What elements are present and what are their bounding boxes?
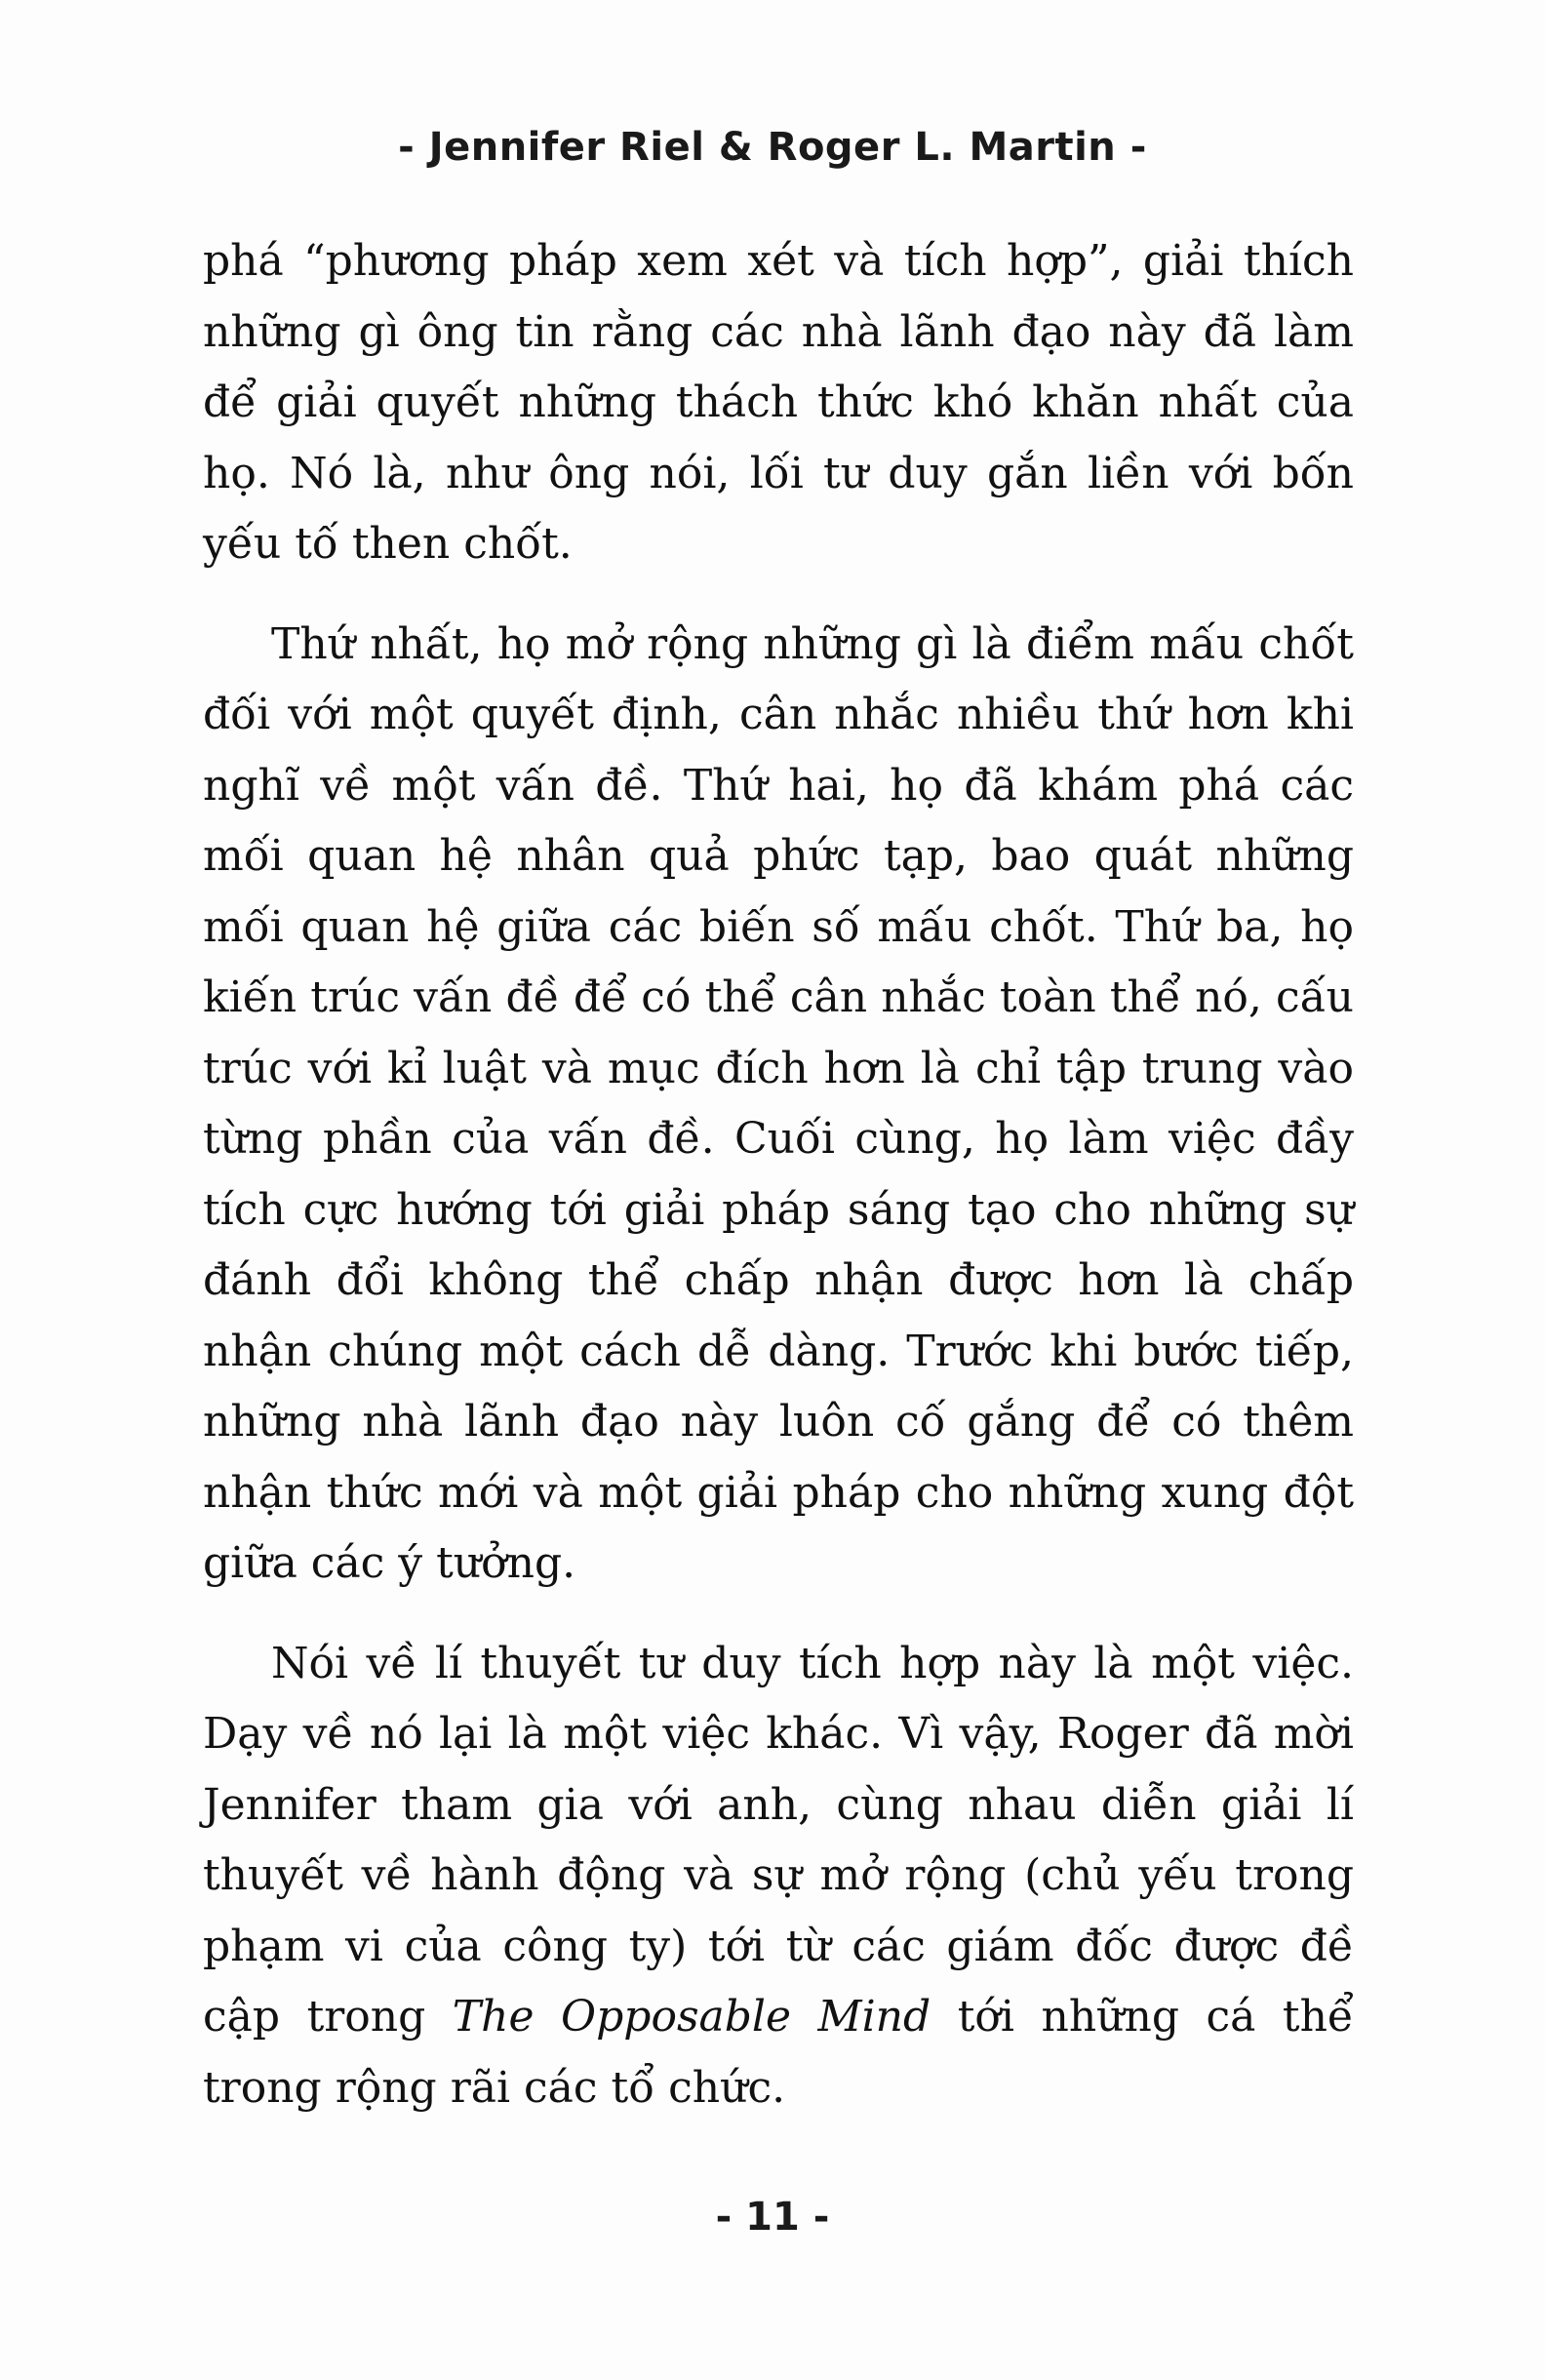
- paragraph-3-text-end: tới những cá thể trong rộng rãi các tổ chức.: [203, 1992, 1354, 2113]
- paragraph-3: [203, 1629, 1354, 2124]
- paragraph-3-text-start: Nói về lí thuyết tư duy tích hợp này là một việc. Dạy về nó lại là một việc khác. Vì vậy, Roger đã mời Jennifer tham gia với anh, cùng nhau diễn giải lí thuyết về hành động và sự mở rộng (chủ yếu trong phạm vi của công ty) tới từ các giám đốc được đề cập trong: [203, 1638, 1354, 2042]
- body-text: [203, 226, 1354, 2123]
- paragraph-2: Thứ nhất, họ mở rộng những gì là điểm mấu chốt đối với một quyết định, cân nhắc nhiều thứ hơn khi nghĩ về một vấn đề. Thứ hai, họ đã khám phá các mối quan hệ nhân quả phức tạp, bao quát những mối quan hệ giữa các biến số mấu chốt. Thứ ba, họ kiến trúc vấn đề để có thể cân nhắc toàn thể nó, cấu trúc với kỉ luật và mục đích hơn là chỉ tập trung vào từng phần của vấn đề. Cuối cùng, họ làm việc đầy tích cực hướng tới giải pháp sáng tạo cho những sự đánh đổi không thể chấp nhận được hơn là chấp nhận chúng một cách dễ dàng. Trước khi bước tiếp, những nhà lãnh đạo này luôn cố gắng để có thêm nhận thức mới và một giải pháp cho những xung đột giữa các ý tưởng.: [203, 618, 1354, 1588]
- paragraph-1: phá “phương pháp xem xét và tích hợp”, giải thích những gì ông tin rằng các nhà lãnh đạo này đã làm để giải quyết những thách thức khó khăn nhất của họ. Nó là, như ông nói, lối tư duy gắn liền với bốn yếu tố then chốt.: [203, 236, 1354, 569]
- book-title: The Opposable Mind: [452, 1992, 931, 2042]
- page-number: - 11 -: [715, 2195, 830, 2240]
- running-header: - Jennifer Riel & Roger L. Martin -: [398, 125, 1147, 170]
